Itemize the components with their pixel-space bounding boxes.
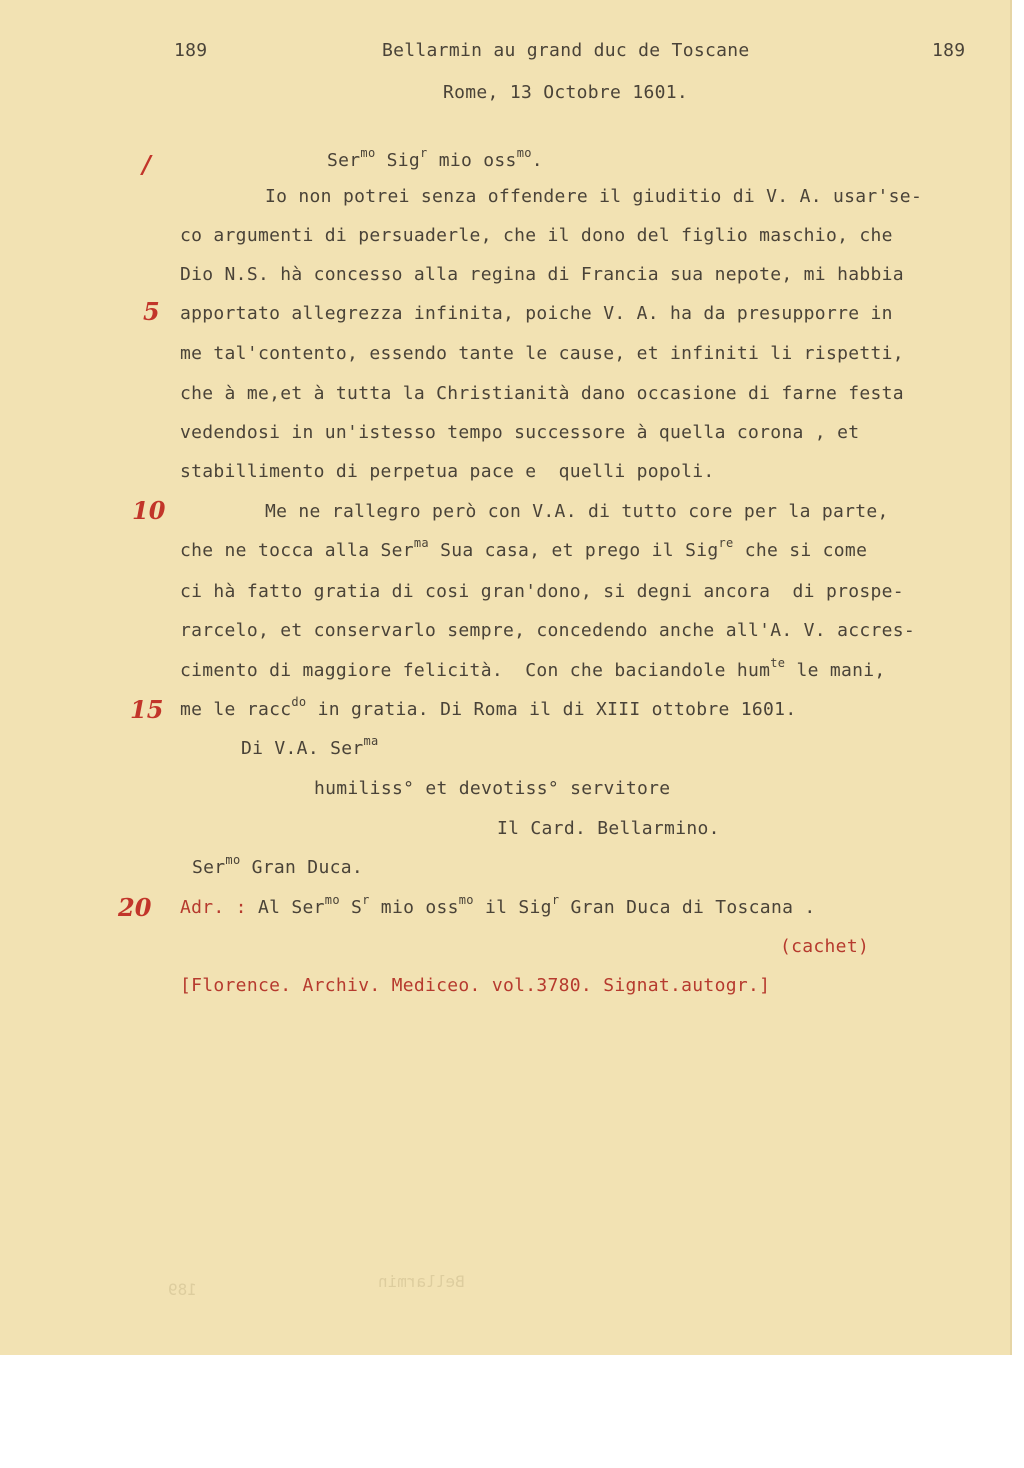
address-line: Adr. : Al Ser$^{mo}$ $S^r$ mio oss$^{mo}$ il Sig$^r$ Gran Duca di Toscana . (180, 893, 816, 918)
body-line-14: me le racc$^{do}$ in gratia. Di Roma il di XIII ottobre 1601. (180, 695, 797, 720)
closing-di: Di V.A. Ser$^{ma}$ (241, 734, 379, 759)
margin-number-5: 5 (143, 297, 160, 326)
body-line-5: me tal'contento, essendo tante le cause, et infiniti li rispetti, (180, 343, 904, 364)
margin-number-10: 10 (132, 496, 166, 525)
body-line-6: che à me,et à tutta la Christianità dano occasione di farne festa (180, 383, 904, 404)
body-line-11: ci hà fatto gratia di cosi gran'dono, si degni ancora di prospe- (180, 581, 904, 602)
page-title: Bellarmin au grand duc de Toscane (382, 40, 750, 61)
page-number-right: 189 (932, 40, 966, 61)
body-line-7: vedendosi in un'istesso tempo successore à quella corona , et (180, 422, 860, 443)
bleed-through-text-right: Bellarmin (378, 1272, 465, 1291)
addressee: Ser$^{mo}$ Gran Duca. (192, 853, 363, 878)
body-line-13: cimento di maggiore felicità. Con che baciandole hum$^{te}$ le mani, (180, 656, 886, 681)
closing-servitore: humiliss° et devotiss° servitore (314, 778, 671, 799)
body-line-12: rarcelo, et conservarlo sempre, concedendo anche all'A. V. accres- (180, 620, 916, 641)
salutation: Ser$^{mo}$ Sig$^r$ mio oss$^{mo}$. (327, 146, 543, 171)
body-line-9: Me ne rallegro però con V.A. di tutto core per la parte, (265, 501, 889, 522)
letter-date: Rome, 13 Octobre 1601. (443, 82, 689, 103)
body-line-4: apportato allegrezza infinita, poiche V. A. ha da presupporre in (180, 303, 893, 324)
signature: Il Card. Bellarmino. (497, 818, 720, 839)
source-reference: [Florence. Archiv. Mediceo. vol.3780. Signat.autogr.] (180, 975, 771, 996)
page-margin (0, 1355, 1024, 1468)
body-line-1: Io non potrei senza offendere il giuditio di V. A. usar'se- (265, 186, 923, 207)
cachet-note: (cachet) (780, 936, 870, 957)
body-line-8: stabillimento di perpetua pace e quelli popoli. (180, 461, 715, 482)
margin-number-20: 20 (118, 893, 152, 922)
page-number-left: 189 (174, 40, 208, 61)
body-line-10: che ne tocca alla Ser$^{ma}$ Sua casa, et prego il Sig$^{re}$ che si come (180, 536, 868, 561)
margin-number-1: / (142, 150, 151, 179)
body-line-2: co argumenti di persuaderle, che il dono del figlio maschio, che (180, 225, 893, 246)
margin-number-15: 15 (130, 695, 164, 724)
body-line-3: Dio N.S. hà concesso alla regina di Francia sua nepote, mi habbia (180, 264, 904, 285)
bleed-through-text-left: 189 (168, 1280, 197, 1299)
